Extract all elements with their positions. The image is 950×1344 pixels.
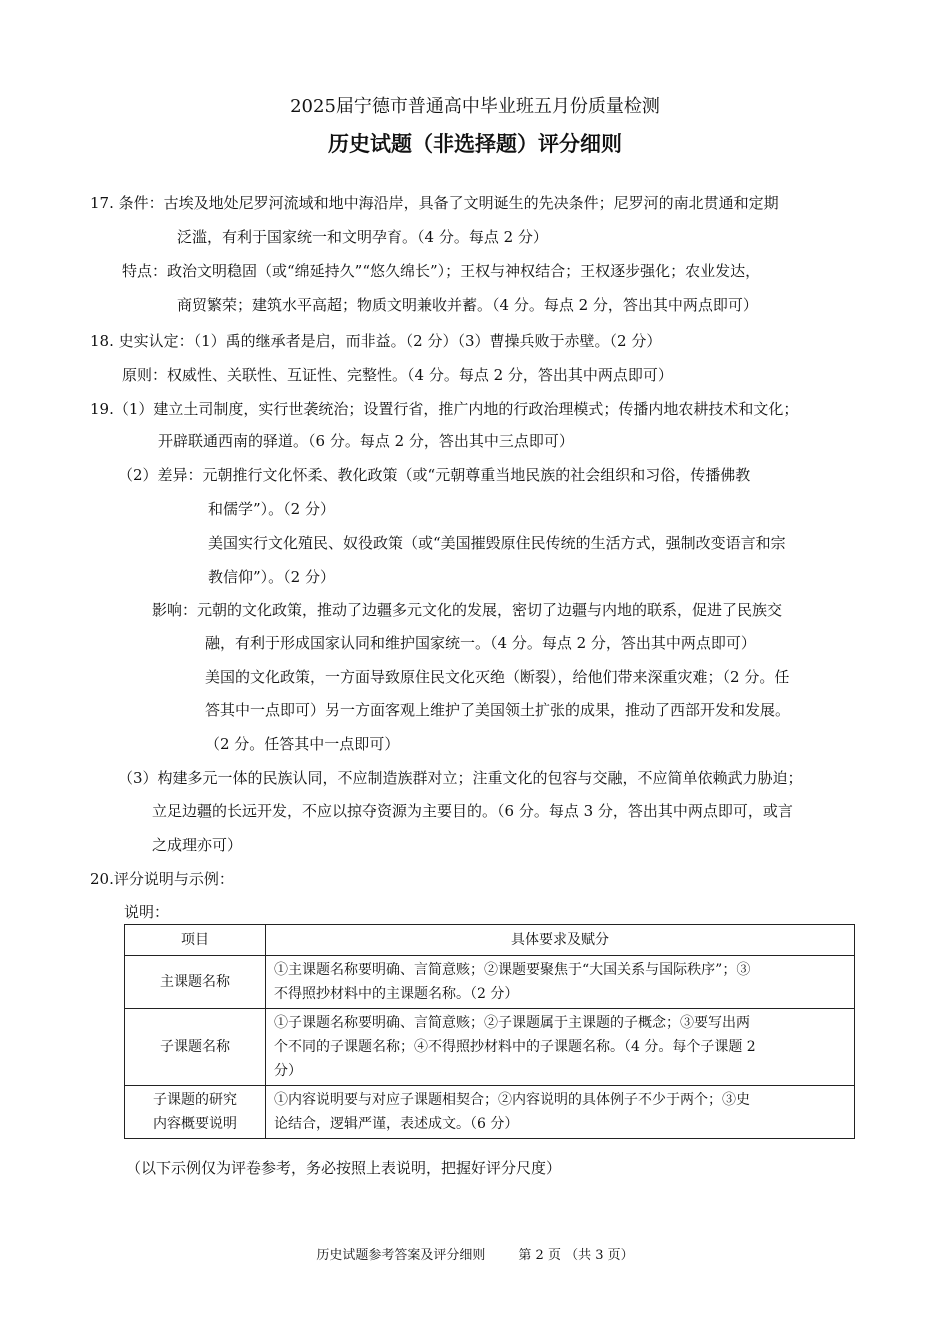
q19-line10: 答其中一点即可）另一方面客观上维护了美国领土扩张的成果，推动了西部开发和发展。	[205, 701, 791, 719]
table-header-row	[125, 925, 855, 956]
q17-line1: 17. 条件：古埃及地处尼罗河流域和地中海沿岸，具备了文明诞生的先决条件；尼罗河的南北贯通和定期	[90, 194, 779, 212]
q20-note-label: 说明：	[124, 903, 170, 921]
q20-heading: 20.评分说明与示例：	[90, 870, 234, 888]
q19-line2: 开辟联通西南的驿道。（6 分。每点 2 分，答出其中三点即可）	[158, 432, 574, 450]
q17-line2: 泛滥，有利于国家统一和文明孕育。（4 分。每点 2 分）	[177, 228, 548, 246]
q19-line6: 教信仰”）。（2 分）	[208, 568, 335, 586]
page-footer: 历史试题参考答案及评分细则 第 2 页 （共 3 页）	[316, 1248, 634, 1263]
q18-line1: 18. 史实认定：（1）禹的继承者是启，而非益。（2 分）（3）曹操兵败于赤壁。（2 分）	[90, 332, 662, 350]
table-cell-item: 子课题的研究 内容概要说明	[125, 1086, 266, 1139]
q19-line3: （2）差异：元朝推行文化怀柔、教化政策（或“元朝尊重当地民族的社会组织和习俗，传播佛教	[118, 466, 751, 484]
q19-line8: 融，有利于形成国家认同和维护国家统一。（4 分。每点 2 分，答出其中两点即可）	[205, 634, 756, 652]
q19-line11: （2 分。任答其中一点即可）	[205, 735, 400, 753]
table-cell-requirement: ①内容说明要与对应子课题相契合；②内容说明的具体例子不少于两个；③史 论结合，逻辑严谨，表述成文。（6 分）	[266, 1086, 855, 1139]
table-row	[125, 1009, 855, 1086]
exam-title: 2025届宁德市普通高中毕业班五月份质量检测	[290, 96, 660, 117]
table-cell-requirement: ①主课题名称要明确、言简意赅；②课题要聚焦于“大国关系与国际秩序”；③ 不得照抄材料中的主课题名称。（2 分）	[266, 956, 855, 1009]
q19-line14: 之成理亦可）	[152, 836, 243, 854]
table-header-requirement: 具体要求及赋分	[266, 925, 855, 956]
document-subtitle: 历史试题（非选择题）评分细则	[328, 131, 622, 156]
q19-line12: （3）构建多元一体的民族认同，不应制造族群对立；注重文化的包容与交融，不应简单依赖武力胁迫；	[118, 769, 803, 787]
table-cell-item: 主课题名称	[125, 956, 266, 1009]
table-cell-requirement: ①子课题名称要明确、言简意赅；②子课题属于主课题的子概念；③要写出两 个不同的子课题名称；④不得照抄材料中的子课题名称。（4 分。每个子课题 2 分）	[266, 1009, 855, 1086]
q19-line13: 立足边疆的长远开发，不应以掠夺资源为主要目的。（6 分。每点 3 分，答出其中两点即可，或言	[152, 802, 793, 820]
table-row	[125, 956, 855, 1009]
q19-line4: 和儒学”）。（2 分）	[208, 500, 335, 518]
q19-line7: 影响：元朝的文化政策，推动了边疆多元文化的发展，密切了边疆与内地的联系，促进了民族交	[152, 601, 783, 619]
q19-line5: 美国实行文化殖民、奴役政策（或“美国摧毁原住民传统的生活方式，强制改变语言和宗	[208, 534, 786, 552]
q19-line1: 19.（1）建立土司制度，实行世袭统治；设置行省，推广内地的行政治理模式；传播内地农耕技术和文化；	[90, 400, 799, 418]
q17-line4: 商贸繁荣；建筑水平高超；物质文明兼收并蓄。（4 分。每点 2 分，答出其中两点即可）	[177, 296, 758, 314]
q18-line2: 原则：权威性、关联性、互证性、完整性。（4 分。每点 2 分，答出其中两点即可）	[122, 366, 673, 384]
q17-line3: 特点：政治文明稳固（或“绵延持久”“悠久绵长”）；王权与神权结合；王权逐步强化；农业发达，	[122, 262, 761, 280]
table-cell-item: 子课题名称	[125, 1009, 266, 1086]
table-header-item: 项目	[125, 925, 266, 956]
q19-line9: 美国的文化政策，一方面导致原住民文化灭绝（断裂），给他们带来深重灾难；（2 分。任	[205, 668, 790, 686]
q20-footnote: （以下示例仅为评卷参考，务必按照上表说明，把握好评分尺度）	[126, 1159, 562, 1177]
scoring-table	[124, 924, 855, 1139]
table-row	[125, 1086, 855, 1139]
